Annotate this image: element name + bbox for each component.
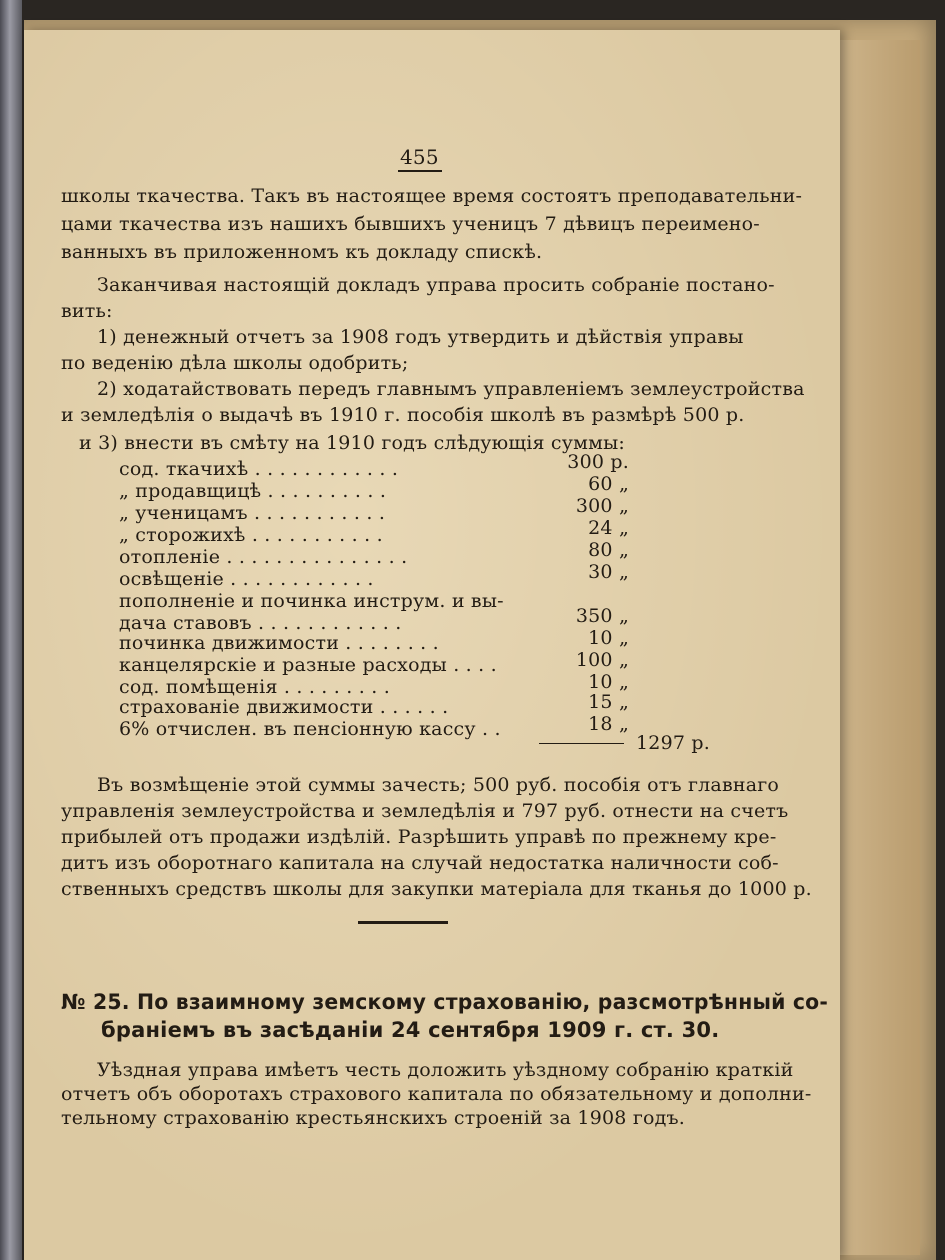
- budget-amount: 350 „: [575, 605, 629, 627]
- paragraph2-line2: вить:: [61, 300, 113, 322]
- budget-label: пополненіе и починка инструм. и вы-: [119, 590, 504, 612]
- budget-label: страхованіе движимости . . . . . .: [119, 696, 449, 718]
- budget-label: „ сторожихѣ . . . . . . . . . . .: [119, 524, 383, 546]
- paragraph2-line1: Заканчивая настоящій докладъ управа просить собраніе постано-: [97, 274, 775, 296]
- paragraph1-line3: ванныхъ въ приложенномъ къ докладу спискѣ.: [61, 241, 543, 263]
- item2-line2: и земледѣлія о выдачѣ въ 1910 г. пособія школѣ въ размѣрѣ 500 р.: [61, 404, 745, 426]
- budget-amount: 18 „: [588, 713, 629, 735]
- budget-label: „ продавщицѣ . . . . . . . . . .: [119, 480, 387, 502]
- paragraph4-line1: Уѣздная управа имѣетъ честь доложить уѣздному собранію краткій: [97, 1059, 794, 1081]
- budget-label: сод. помѣщенія . . . . . . . . .: [119, 676, 390, 698]
- budget-label: 6% отчислен. въ пенсіонную кассу . .: [119, 718, 501, 740]
- item1-line1: 1) денежный отчетъ за 1908 годъ утвердить и дѣйствія управы: [97, 326, 744, 348]
- budget-amount: 10 „: [588, 671, 629, 693]
- page-number-underline: [398, 170, 442, 172]
- budget-label: освѣщеніе . . . . . . . . . . . .: [119, 568, 374, 590]
- page-number: 455: [400, 145, 439, 169]
- total-rule: [539, 743, 624, 744]
- paragraph3-line2: управленія землеустройства и земледѣлія и 797 руб. отнести на счетъ: [61, 800, 789, 822]
- paragraph1-line1: школы ткачества. Такъ въ настоящее время состоятъ преподавательни-: [61, 185, 803, 207]
- item2-line1: 2) ходатайствовать передъ главнымъ управленіемъ землеустройства: [97, 378, 805, 400]
- budget-label: починка движимости . . . . . . . .: [119, 632, 439, 654]
- budget-amount: 15 „: [588, 691, 629, 713]
- budget-amount: 300 р.: [567, 451, 629, 473]
- budget-label: „ ученицамъ . . . . . . . . . . .: [119, 502, 386, 524]
- budget-amount: 100 „: [575, 649, 629, 671]
- budget-label: сод. ткачихѣ . . . . . . . . . . . .: [119, 458, 399, 480]
- budget-amount: 10 „: [588, 627, 629, 649]
- budget-label: отопленіе . . . . . . . . . . . . . . .: [119, 546, 408, 568]
- item1-line2: по веденію дѣла школы одобрить;: [61, 352, 409, 374]
- page-edges: [840, 40, 920, 1255]
- budget-label: дача ставовъ . . . . . . . . . . . .: [119, 612, 402, 634]
- budget-total: 1297 р.: [636, 732, 710, 754]
- paragraph3-line5: ственныхъ средствъ школы для закупки матеріала для тканья до 1000 р.: [61, 878, 812, 900]
- paragraph4-line3: тельному страхованію крестьянскихъ строеній за 1908 годъ.: [61, 1107, 686, 1129]
- section-title-line2: браніемъ въ засѣданіи 24 сентября 1909 г. ст. 30.: [101, 1018, 720, 1042]
- budget-label: канцелярскіе и разные расходы . . . .: [119, 654, 497, 676]
- book-binding: [0, 0, 22, 1260]
- budget-amount: 80 „: [588, 539, 629, 561]
- section-divider: [358, 921, 448, 924]
- paragraph3-line3: прибылей отъ продажи издѣлій. Разрѣшить управѣ по прежнему кре-: [61, 826, 777, 848]
- paragraph3-line1: Въ возмѣщеніе этой суммы зачесть; 500 руб. пособія отъ главнаго: [97, 774, 780, 796]
- paragraph1-line2: цами ткачества изъ нашихъ бывшихъ ученицъ 7 дѣвицъ переимено-: [61, 213, 760, 235]
- item3: и 3) внести въ смѣту на 1910 годъ слѣдующія суммы:: [79, 432, 626, 454]
- budget-amount: 30 „: [588, 561, 629, 583]
- budget-amount: 24 „: [588, 517, 629, 539]
- budget-amount: 300 „: [575, 495, 629, 517]
- section-title-line1: № 25. По взаимному земскому страхованію, разсмотрѣнный со-: [61, 990, 829, 1014]
- budget-amount: 60 „: [588, 473, 629, 495]
- paragraph3-line4: дитъ изъ оборотнаго капитала на случай недостатка наличности соб-: [61, 852, 779, 874]
- document-page: [24, 30, 840, 1260]
- paragraph4-line2: отчетъ объ оборотахъ страхового капитала по обязательному и дополни-: [61, 1083, 812, 1105]
